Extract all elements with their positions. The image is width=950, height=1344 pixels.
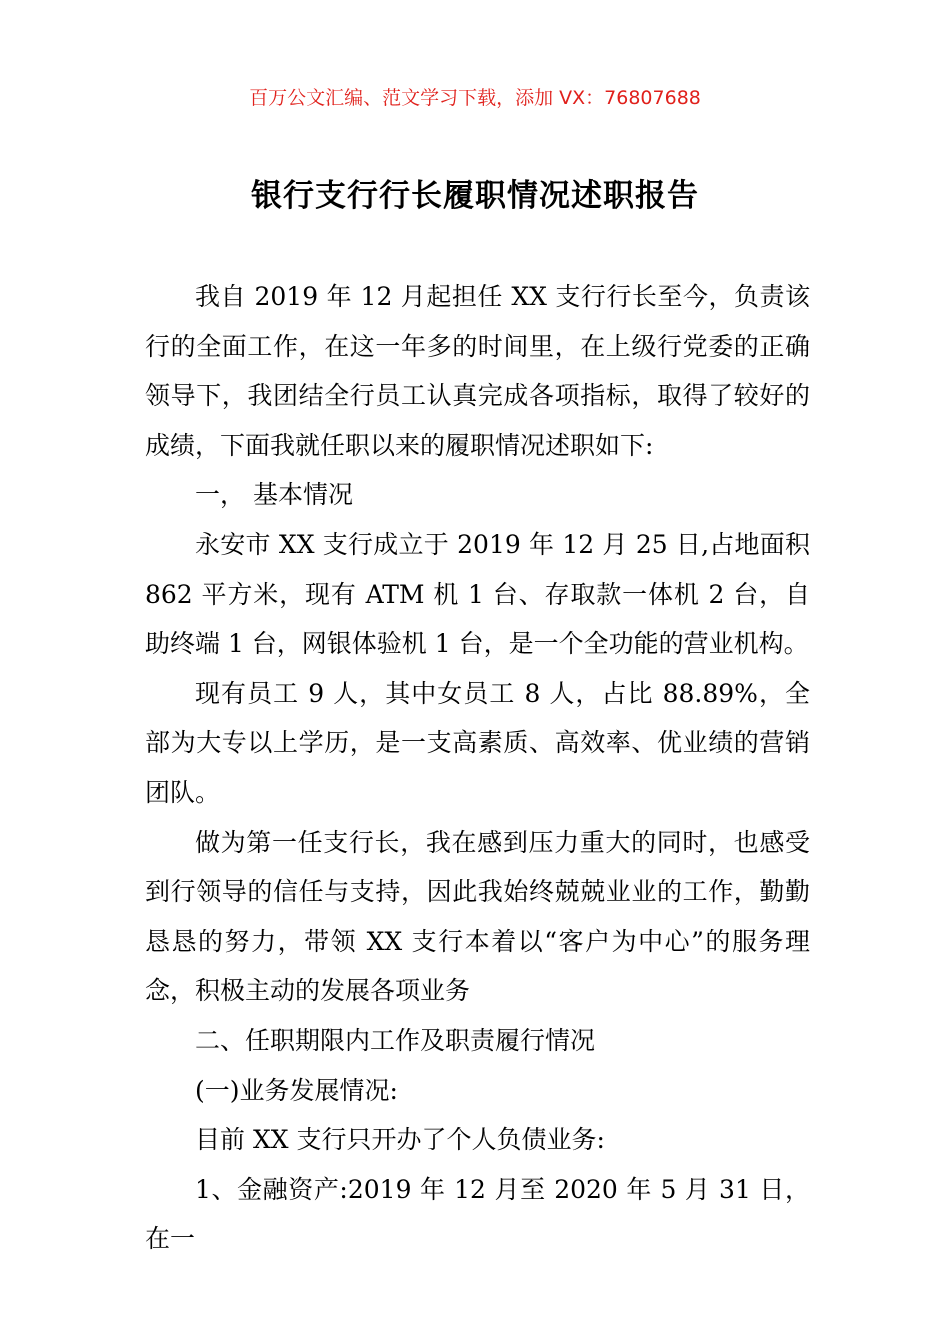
paragraph-attitude: 做为第一任支行长，我在感到压力重大的同时，也感受到行领导的信任与支持，因此我始终兢兢业业的工作，勤勤恳恳的努力，带领 XX 支行本着以“客户为中心”的服务理念，积极主动的发展各项业务 bbox=[145, 827, 810, 1006]
header-ad-note: 百万公文汇编、范文学习下载，添加 VX：76807688 bbox=[249, 87, 701, 109]
paragraph-business-scope: 目前 XX 支行只开办了个人负债业务: bbox=[195, 1125, 605, 1155]
subsection-heading-business: (一)业务发展情况: bbox=[195, 1075, 398, 1105]
paragraph-branch-info: 永安市 XX 支行成立于 2019 年 12 月 25 日,占地面积 862 平方米，现有 ATM 机 1 台、存取款一体机 2 台，自助终端 1 台，网银体验机 1 台，是一个全功能的营业机构。 bbox=[145, 529, 810, 659]
document-title: 银行支行行长履职情况述职报告 bbox=[251, 178, 699, 214]
paragraph-staff-info: 现有员工 9 人，其中女员工 8 人，占比 88.89%，全部为大专以上学历，是一支高素质、高效率、优业绩的营销团队。 bbox=[145, 678, 810, 807]
document-body bbox=[145, 272, 810, 1264]
section-heading-basic: 一， 基本情况 bbox=[195, 480, 353, 510]
paragraph-financial-assets: 1、金融资产:2019 年 12 月至 2020 年 5 月 31 日，在一 bbox=[145, 1174, 810, 1254]
section-heading-duties: 二、任职期限内工作及职责履行情况 bbox=[195, 1025, 596, 1055]
paragraph-intro: 我自 2019 年 12 月起担任 XX 支行行长至今，负责该行的全面工作，在这一年多的时间里，在上级行党委的正确领导下，我团结全行员工认真完成各项指标，取得了较好的成绩，下面我就任职以来的履职情况述职如下: bbox=[145, 282, 810, 460]
